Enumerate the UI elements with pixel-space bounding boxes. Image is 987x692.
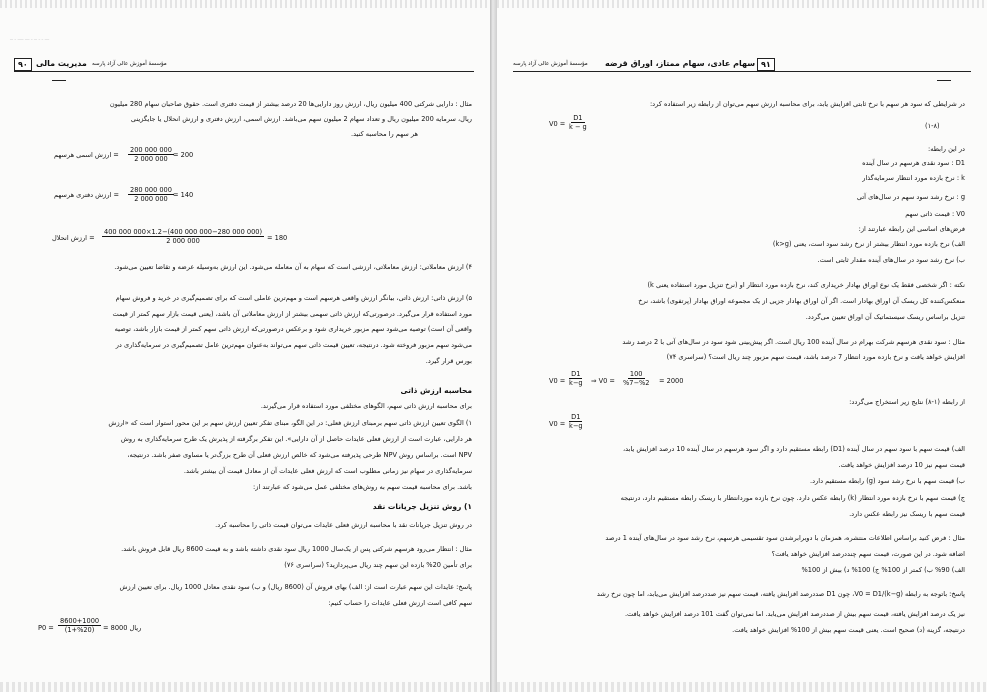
text-line: V0 : قیمت ذاتی سهم xyxy=(905,210,965,218)
text-line: ۱) الگوی تعیین ارزش ذاتی سهم برمبنای ارزش فعلی: در این الگو، مبنای تفکر تعیین ارزش سهم بر این محور استوار است که «ارزش xyxy=(108,419,472,427)
right-page-number: ۹۱ xyxy=(757,58,775,71)
fraction: $\frac{200 000 000}{2 000 000}$ xyxy=(130,146,172,163)
note-line: تنزیل براساس ریسک سیستماتیک آن اوراق تعیین می‌گردد. xyxy=(805,313,965,321)
text-line: مثال : دارایی شرکتی 400 میلیون ریال، ارزش روز دارایی‌ها 20 درصد بیشتر از قیمت دفتری است. حقوق صاحبان سهام 280 میلیون xyxy=(109,100,472,108)
formula-liquidation: ارزش انحلال = xyxy=(52,234,95,242)
text-line: می‌شود سهم مزبور فروخته شود. درنتیجه، تعیین قیمت ذاتی سهم می‌تواند به‌عنوان مهم‌ترین عامل تصمیم‌گیری در سرمایه‌گذاری در xyxy=(115,341,472,349)
text-line: الف) قیمت سهم با سود سهم در سال آینده (D1) رابطه مستقیم دارد و اگر سود هرسهم در سال آینده 10 درصد افزایش یابد، xyxy=(622,445,965,453)
text-line: درنتیجه، گزینه (د) صحیح است. یعنی قیمت سهم بیش از 100% افزایش خواهد یافت. xyxy=(732,626,965,634)
fraction: $\frac{400 000 000\times 1.2-(400 000 000-280 000 000)}{2 000 000}$ xyxy=(104,228,263,245)
text-line: هر سهم را محاسبه کنید. xyxy=(351,130,418,138)
text-line: نیز یک درصد افزایش یافته، قیمت سهم بیش از صددرصد افزایش می‌یابد. اما نمی‌توان گفت 101 درصد افزایش خواهد یافت. xyxy=(624,610,965,618)
equation-number: (۱-۸) xyxy=(925,122,940,130)
text-line: در این رابطه: xyxy=(927,145,965,153)
note-line: منعکس‌کننده کل ریسک آن اوراق بهادار است. اگر آن اوراق بهادار جزیی از یک مجموعه اوراق بهادار (پرتفوی) باشد، نرخ xyxy=(638,297,965,305)
text-line: باشد. برای محاسبه قیمت سهم به روش‌های مختلفی عمل می‌شود که عبارتند از: xyxy=(253,483,472,491)
fraction: $\frac{D1}{k-g}$ xyxy=(569,413,583,430)
text-line: از رابطه (۱-۸) نتایج زیر استخراج می‌گردد: xyxy=(849,398,965,406)
text-line: مثال : سود نقدی هرسهم شرکت بهرام در سال آینده 100 ریال است. اگر پیش‌بینی شود سود در سال‌های آتی با 2 درصد رشد xyxy=(622,338,965,346)
text-line: در شرایطی که سود هر سهم با نرخ ثابتی افزایش یابد، برای محاسبه ارزش سهم می‌توان از رابطه زیر استفاده کرد: xyxy=(649,100,965,108)
fraction: $\frac{D1}{k-g}$ xyxy=(569,370,583,387)
text-line: ج) قیمت سهم با نرخ بازده مورد انتظار (k) رابطه عکس دارد. چون نرخ بازده موردانتظار با ریسک رابطه مستقیم دارد، درنتیجه xyxy=(620,494,965,502)
text-line: سهم کافی است ارزش فعلی عایدات را حساب کنیم: xyxy=(328,599,472,607)
formula-result: = 8000 ریال xyxy=(103,624,142,632)
formula-book: ارزش دفتری هرسهم = xyxy=(54,191,120,199)
text-line: در روش تنزیل جریانات نقد با محاسبه ارزش فعلی عایدات می‌توان قیمت ذاتی را محاسبه کرد. xyxy=(215,521,472,529)
text-line: ریال، سرمایه 200 میلیون ریال و تعداد سهام 2 میلیون سهم می‌باشد. ارزش اسمی، ارزش دفتری و ارزش انحلال یا جایگزینی xyxy=(130,115,472,123)
text-line: مثال : انتظار می‌رود هرسهم شرکتی پس از یک‌سال 1000 ریال سود نقدی داشته باشد و به قیمت 8600 ریال قابل فروش باشد. xyxy=(121,545,472,553)
fraction: $\frac{D1}{k - g}$ xyxy=(569,114,587,131)
left-institute: مؤسسهٔ آموزش عالی آزاد پارسه xyxy=(92,61,167,67)
formula-result: = 200 xyxy=(173,151,194,159)
left-page: ـــ ـ ـ ــ ـ ـــ ــــ ـ ــ ۹۰ مدیریت مالی مؤسسهٔ آموزش عالی آزاد پارسه مثال : دارایی شرکتی 400 میلیون ریال، ارزش روز دارایی‌ها 20 درصد بیشتر از قیمت دفتری است. حقوق صاحبان سهام 280 میلیون ریال، سرمایه 200 میلیون ریال و تعداد سهام 2 میلیون سهم می‌باشد. ارزش اسمی، ارزش دفتری و ارزش انحلال یا جایگزینی هر سهم را محاسبه کنید. ارزش اسمی هرسهم = $\frac{200 000 000}{2 000 000}$ = 200 ارزش دفتری هرسهم = $\frac{280 000 000}{2 000 000}$ = 140 ارزش انحلال = $\frac{400 000 000\times 1.2-(400 000 000-280 000 000)}{2 000 000}$ = 180 ۴) ارزش معاملاتی: ارزش معاملاتی، ارزشی است که سهام به آن معامله می‌شود. این ارزش به‌وسیله عرضه و تقاضا تعیین می‌شود. ۵) ارزش ذاتی: ارزش ذاتی، بیانگر ارزش واقعی هرسهم است و مهم‌ترین عاملی است که برای تصمیم‌گیری در خرید و فروش سهام مورد استفاده قرار می‌گیرد. درصورتی‌که ارزش ذاتی سهمی بیشتر از ارزش معاملاتی آن باشد، (یعنی قیمت بازار سهم کمتر از قیمت واقعی آن است) توصیه می‌شود سهم مزبور خریداری شود و برعکس درصورتی‌که ارزش ذاتی سهم کمتر از قیمت بازار باشد، توصیه می‌شود سهم مزبور فروخته شود. درنتیجه، تعیین قیمت ذاتی سهم می‌تواند به‌عنوان مهم‌ترین عامل تصمیم‌گیری در سرمایه‌گذاری در بورس قرار گیرد. محاسبه ارزش ذاتی برای محاسبه ارزش ذاتی سهم، الگوهای مختلفی مورد استفاده قرار می‌گیرند. ۱) الگوی تعیین ارزش ذاتی سهم برمبنای ارزش فعلی: در این الگو، مبنای تفکر تعیین ارزش سهم بر این محور استوار است که «ارزش هر دارایی، عبارت است از ارزش فعلی عایدات حاصل از آن دارایی». این تفکر برگرفته از پذیرش یک طرح سرمایه‌گذاری به روش NPV است. براساس روش NPV طرحی پذیرفته می‌شود که خالص ارزش فعلی آن طرح بزرگ‌تر یا مساوی صفر باشد. درنتیجه، سرمایه‌گذاری در سهام نیز زمانی مطلوب است که ارزش فعلی عایدات آن از معادل قیمت آن بیشتر باشد. باشد. برای محاسبه قیمت سهم به روش‌های مختلفی عمل می‌شود که عبارتند از: ۱) روش تنزیل جریانات نقد در روش تنزیل جریانات نقد با محاسبه ارزش فعلی عایدات می‌توان قیمت ذاتی را محاسبه کرد. مثال : انتظار می‌رود هرسهم شرکتی پس از یک‌سال 1000 ریال سود نقدی داشته باشد و به قیمت 8600 ریال قابل فروش باشد. برای تأمین 20% بازده این سهم چند ریال می‌پردازید؟ (سراسری ۷۶) پاسخ: عایدات این سهم عبارت است از: الف) بهای فروش آن (8600 ریال) و ب) سود نقدی معادل 1000 ریال. برای تعیین ارزش سهم کافی است ارزش فعلی عایدات را حساب کنیم: P0 = $\frac{8600+1000}{(1+\%20)}$ = 8000 ریال xyxy=(0,0,490,692)
text-line: برای محاسبه ارزش ذاتی سهم، الگوهای مختلفی مورد استفاده قرار می‌گیرند. xyxy=(260,402,472,410)
book-gutter xyxy=(490,0,497,692)
left-chapter-title: مدیریت مالی xyxy=(36,59,87,68)
fraction: $\frac{280 000 000}{2 000 000}$ xyxy=(130,186,172,203)
text-line: پاسخ: باتوجه به رابطه V0 = D1/(k−g)، چون D1 صددرصد افزایش یافته، قیمت سهم نیز صددرصد افزایش می‌یابد، اما چون نرخ رشد xyxy=(596,590,965,598)
text-line: اضافه شود. در این صورت، قیمت سهم چنددرصد افزایش خواهد یافت؟ xyxy=(771,550,965,558)
text-line: افزایش خواهد یافت و نرخ بازده مورد انتظار 7 درصد باشد، قیمت سهم مزبور چند ریال است؟ (سراسری ۷۴) xyxy=(666,353,965,361)
formula-result: = 2000 xyxy=(659,377,684,385)
formula-result: = 180 xyxy=(267,234,288,242)
fraction: $\frac{8600+1000}{(1+\%20)}$ xyxy=(60,617,100,634)
formula-example: V0 = xyxy=(549,377,566,385)
formula-nominal: ارزش اسمی هرسهم = xyxy=(54,151,119,159)
text-line: قیمت سهم نیز 10 درصد افزایش خواهد یافت. xyxy=(838,461,965,469)
answer-options: الف) 90% ب) کمتر از 100% ج) 100% د) بیش از 100% xyxy=(801,566,965,574)
text-line: D1 : سود نقدی هرسهم در سال آینده xyxy=(862,159,965,167)
right-page xyxy=(497,0,987,692)
right-institute: مؤسسهٔ آموزش عالی آزاد پارسه xyxy=(513,61,588,67)
text-line: واقعی آن است) توصیه می‌شود سهم مزبور خریداری شود و برعکس درصورتی‌که ارزش ذاتی سهم کمتر از قیمت بازار باشد، توصیه xyxy=(114,325,472,333)
left-page-number: ۹۰ xyxy=(14,58,32,71)
formula-arrow: ⇒ V0 = xyxy=(591,377,615,385)
text-line: بورس قرار گیرد. xyxy=(425,357,472,365)
text-line: ب) قیمت سهم با نرخ رشد سود (g) رابطه مستقیم دارد. xyxy=(810,477,965,485)
formula-result: = 140 xyxy=(173,191,194,199)
text-line: ب) نرخ رشد سود در سال‌های آینده مقدار ثابتی است. xyxy=(817,256,965,264)
text-line: سرمایه‌گذاری در سهام نیز زمانی مطلوب است که ارزش فعلی عایدات آن از معادل قیمت آن بیشتر باشد. xyxy=(183,467,472,475)
text-line: ۵) ارزش ذاتی: ارزش ذاتی، بیانگر ارزش واقعی هرسهم است و مهم‌ترین عاملی است که برای تصمیم‌گیری در خرید و فروش سهام xyxy=(115,294,472,302)
text-line: هر دارایی، عبارت است از ارزش فعلی عایدات حاصل از آن دارایی». این تفکر برگرفته از پذیرش یک طرح سرمایه‌گذاری به روش xyxy=(120,435,472,443)
note-line: نکته : اگر شخصی فقط یک نوع اوراق بهادار خریداری کند، نرخ بازده مورد انتظار او (نرخ تنزیل مورد استفاده یعنی k) xyxy=(647,281,965,289)
fraction: $\frac{100}{\%7-\%2}$ xyxy=(623,370,650,387)
text-line: پاسخ: عایدات این سهم عبارت است از: الف) بهای فروش آن (8600 ریال) و ب) سود نقدی معادل 1000 ریال. برای تعیین ارزش xyxy=(119,583,472,591)
text-line: ۴) ارزش معاملاتی: ارزش معاملاتی، ارزشی است که سهام به آن معامله می‌شود. این ارزش به‌وسیله عرضه و تقاضا تعیین می‌شود. xyxy=(114,263,472,271)
text-line: قیمت سهم با ریسک نیز رابطه عکس دارد. xyxy=(849,510,965,518)
right-header xyxy=(513,58,971,72)
right-chapter-title: سهام عادی، سهام ممتاز، اوراق قرضه xyxy=(605,59,756,68)
text-line: مورد استفاده قرار می‌گیرد. درصورتی‌که ارزش ذاتی سهمی بیشتر از ارزش معاملاتی آن باشد، (یعنی قیمت بازار سهم کمتر از قیمت xyxy=(112,310,472,318)
formula-v0: V0 = xyxy=(549,120,566,128)
text-line: فرض‌های اساسی این رابطه عبارتند از: xyxy=(858,225,965,233)
left-header xyxy=(14,58,474,72)
section-heading: محاسبه ارزش ذاتی xyxy=(400,386,472,395)
text-line: k : نرخ بازده مورد انتظار سرمایه‌گذار xyxy=(862,174,965,182)
text-line: مثال : فرض کنید براساس اطلاعات منتشره، همزمان با دوبرابرشدن سود تقسیمی هرسهم، نرخ رشد سود در سال‌های آینده 1 درصد xyxy=(605,534,965,542)
formula-v0-repeat: V0 = xyxy=(549,420,566,428)
text-line: NPV است. براساس روش NPV طرحی پذیرفته می‌شود که خالص ارزش فعلی آن طرح بزرگ‌تر یا مساوی صفر باشد. درنتیجه، xyxy=(127,451,472,459)
text-line: الف) نرخ بازده مورد انتظار بیشتر از نرخ رشد سود است، یعنی (k>g) xyxy=(772,240,965,248)
text-line: برای تأمین 20% بازده این سهم چند ریال می‌پردازید؟ (سراسری ۷۶) xyxy=(284,561,472,569)
text-line: g : نرخ رشد سود سهم در سال‌های آتی xyxy=(856,193,965,201)
subsection-heading: ۱) روش تنزیل جریانات نقد xyxy=(372,502,472,511)
formula-p0: P0 = xyxy=(38,624,54,632)
